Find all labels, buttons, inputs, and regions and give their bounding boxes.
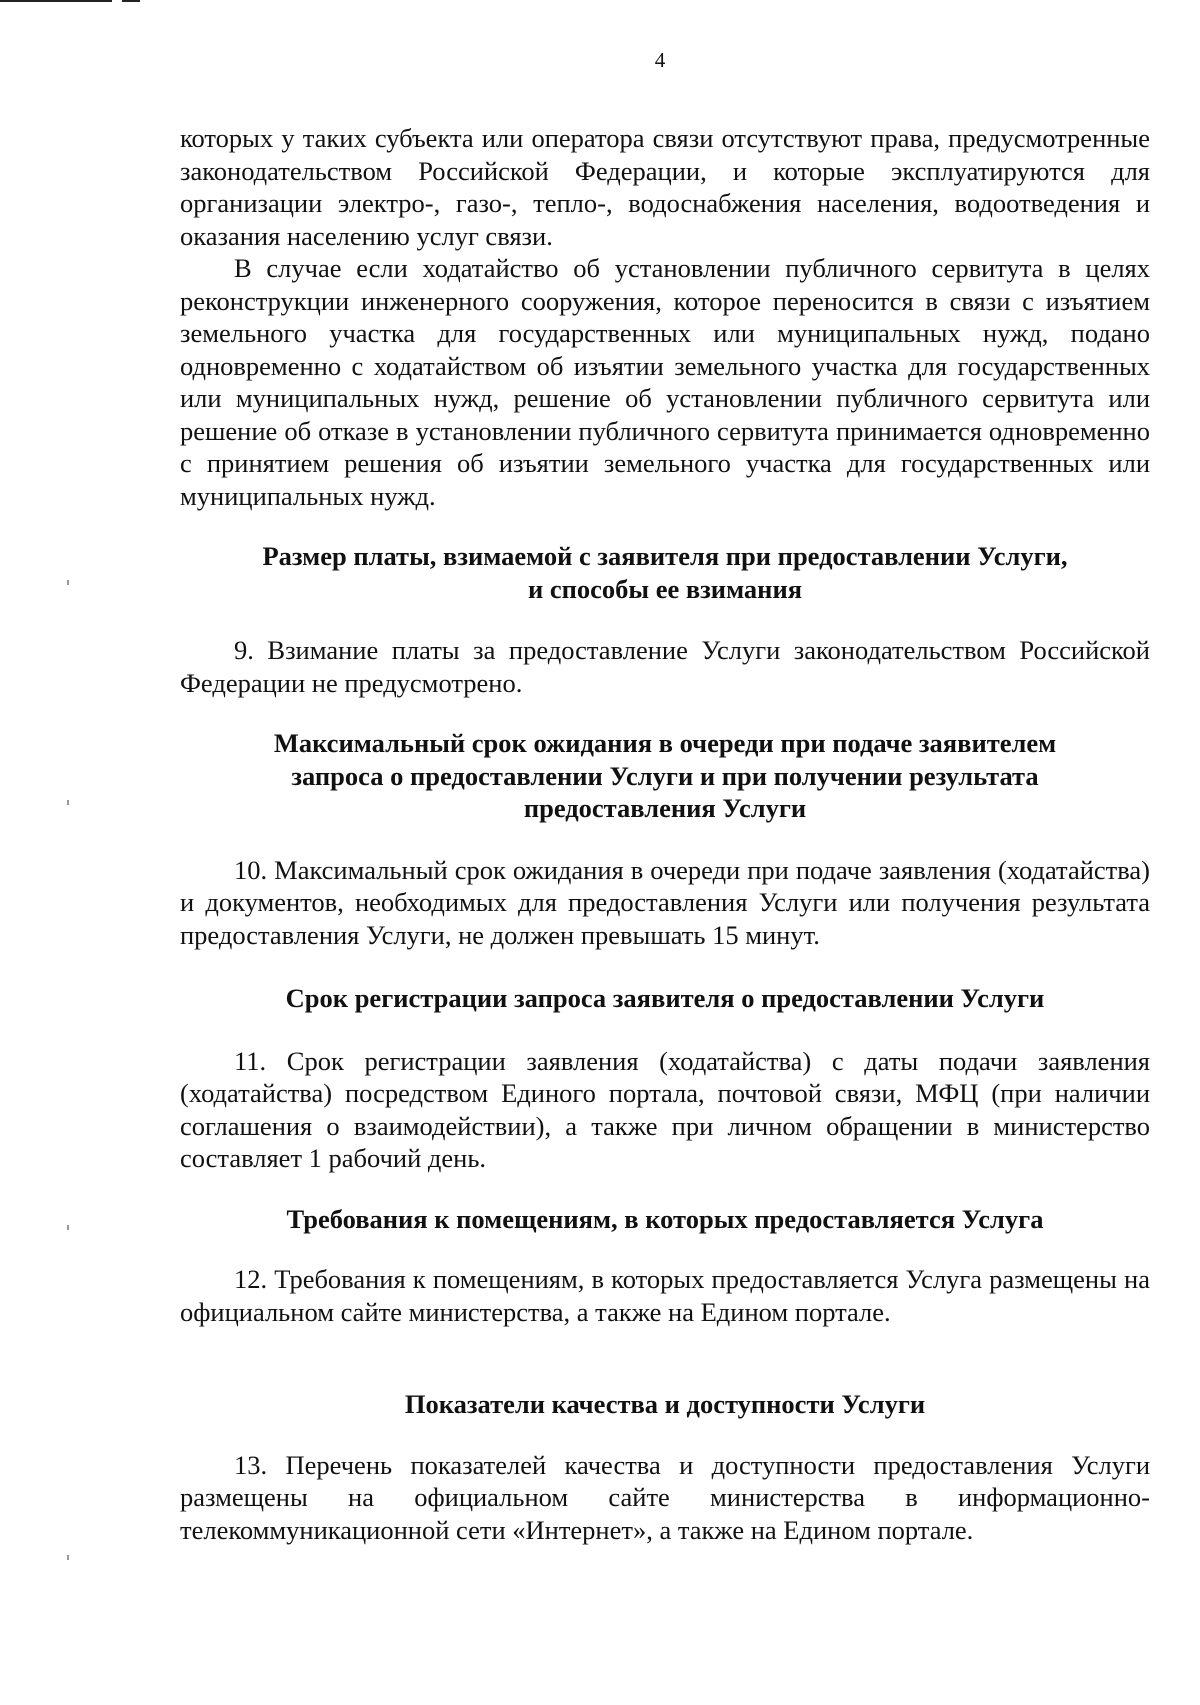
paragraph: 11. Срок регистрации заявления (ходатайства) с даты подачи заявления (ходатайства) посредством Единого портала, почтовой связи, МФЦ (при наличии соглашения о взаимодействии), а также при личном обращении в министерство составляет 1 рабочий день. [180, 1045, 1150, 1173]
heading-line: предоставления Услуги [523, 793, 807, 823]
scan-edge-mark [0, 0, 112, 2]
heading-line: Размер платы, взимаемой с заявителя при предоставлении Услуги, [262, 541, 1068, 571]
heading-line: Показатели качества и доступности Услуги [404, 1389, 926, 1419]
scan-edge-tick [67, 800, 69, 805]
section-heading [180, 540, 1150, 605]
scan-edge-tick [67, 1555, 69, 1560]
section-heading [180, 1388, 1150, 1421]
scan-edge-tick [67, 1225, 69, 1230]
document-body [180, 122, 1150, 1546]
heading-line: запроса о предоставлении Услуги и при получении результата [291, 760, 1039, 791]
paragraph: 12. Требования к помещениям, в которых предоставляется Услуга размещены на официальном сайте министерства, а также на Едином портале. [180, 1264, 1150, 1327]
paragraph: 13. Перечень показателей качества и доступности предоставления Услуги размещены на официальном сайте министерства в информационно-телекоммуникационной сети «Интернет», а также на Едином портале. [180, 1449, 1150, 1545]
section-heading [180, 1203, 1150, 1236]
scan-edge-mark [122, 0, 140, 2]
paragraph: 10. Максимальный срок ожидания в очереди при подаче заявления (ходатайства) и документов, необходимых для предоставления Услуги или получения результата предоставления Услуги, не должен превышать 15 минут. [180, 854, 1150, 950]
section-heading [180, 982, 1150, 1015]
paragraph: которых у таких субъекта или оператора связи отсутствуют права, предусмотренные законодательством Российской Федерации, и которые эксплуатируются для организации электро-, газо-, тепло-, водоснабжения населения, водоотведения и оказания населению услуг связи. [180, 123, 1150, 251]
heading-line: и способы ее взимания [527, 573, 803, 604]
heading-line: Требования к помещениям, в которых предоставляется Услуга [286, 1203, 1044, 1234]
paragraph: 9. Взимание платы за предоставление Услуги законодательством Российской Федерации не предусмотрено. [180, 635, 1150, 698]
heading-line: Срок регистрации запроса заявителя о предоставлении Услуги [285, 983, 1045, 1013]
heading-line: Максимальный срок ожидания в очереди при подаче заявителем [273, 728, 1057, 758]
page-number: 4 [654, 48, 666, 72]
scan-edge-tick [67, 580, 69, 585]
paragraph: В случае если ходатайство об установлении публичного сервитута в целях реконструкции инженерного сооружения, которое переносится в связи с изъятием земельного участка для государственных или муниципальных нужд, подано одновременно с ходатайством об изъятии земельного участка для государственных или муниципальных нужд, решение об установлении публичного сервитута или решение об отказе в установлении публичного сервитута принимается одновременно с принятием решения об изъятии земельного участка для государственных или муниципальных нужд. [180, 253, 1150, 511]
section-heading [180, 727, 1150, 825]
